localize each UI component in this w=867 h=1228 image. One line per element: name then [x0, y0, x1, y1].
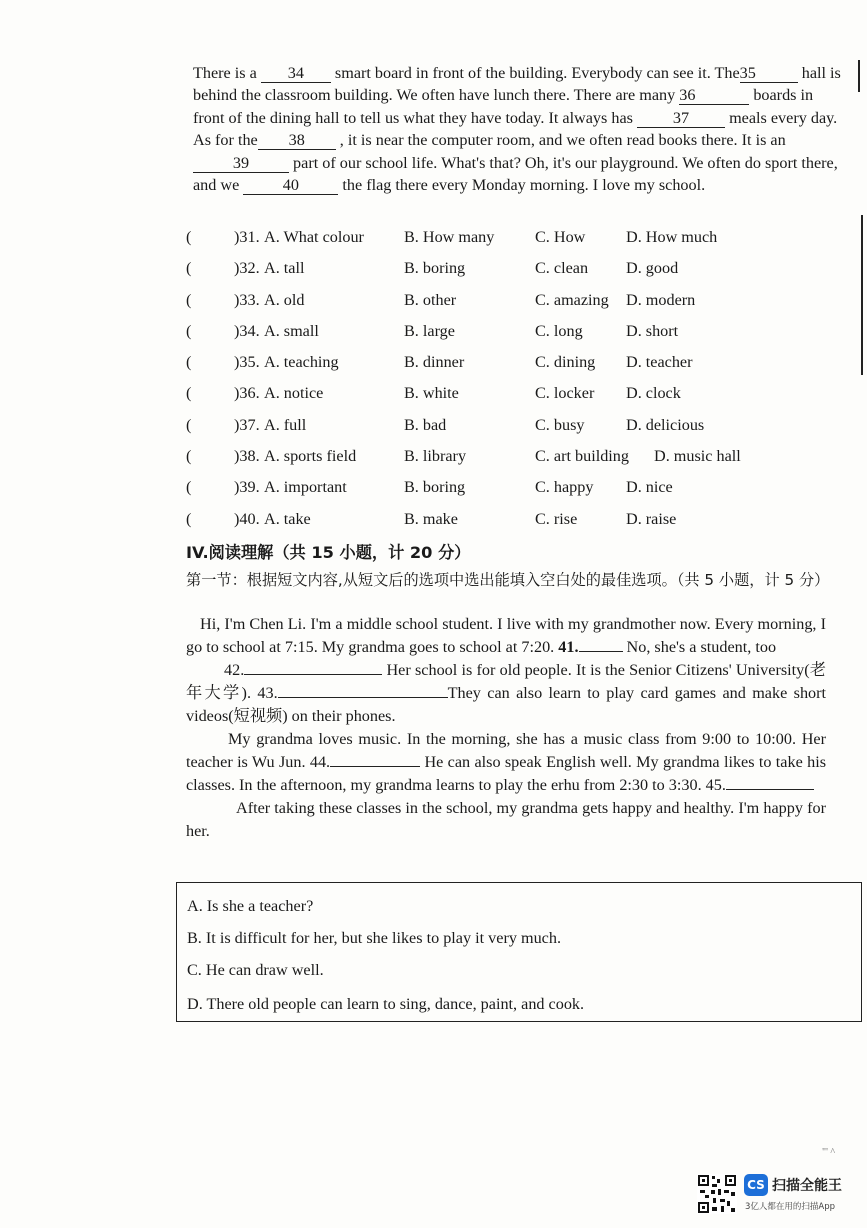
- cloze-text: hall is behind the classroom building. We often have lunch there. There are many: [193, 64, 841, 105]
- blank-35: 35: [740, 64, 798, 83]
- option-c: C. amazing: [535, 290, 609, 309]
- cloze-text: meals every day. As for the: [193, 108, 838, 150]
- option-b: B. white: [404, 384, 459, 403]
- cloze-text: the flag there every Monday morning. I love my school.: [342, 176, 706, 195]
- question-number: )31.: [234, 228, 260, 246]
- blank-44[interactable]: [330, 766, 420, 767]
- option-d: D. modern: [626, 290, 696, 309]
- option-c: C. art building: [535, 447, 629, 466]
- cloze-text: boards in front of the dining hall to tell us what they have today. It always has: [193, 86, 814, 127]
- blank-44-label: 44.: [309, 753, 331, 771]
- option-a: A. old: [264, 290, 305, 309]
- question-number: )36.: [234, 384, 260, 403]
- option-a: A. teaching: [264, 353, 339, 372]
- blank-42[interactable]: [244, 674, 382, 675]
- option-a: A. full: [264, 415, 307, 434]
- reading-passage: [186, 613, 826, 843]
- option-a: A. tall: [264, 259, 305, 278]
- reading-text: Hi, I'm Chen Li. I'm a middle school student. I live with my grandmother now. Every morning, I go to school at 7:15. My grandma goes to school at 7:20.: [186, 615, 826, 656]
- question-number: )40.: [234, 509, 260, 528]
- page-mark: "' ^: [822, 1147, 836, 1158]
- reading-text: My grandma loves music. In the morning, she has a music class from 9:00 to 10:00. Her teacher is Wu Jun.: [186, 730, 826, 771]
- option-b: B. large: [404, 321, 455, 340]
- option-d: D. clock: [626, 384, 681, 403]
- blank-42-label: 42.: [224, 661, 245, 679]
- option-d: D. delicious: [626, 415, 705, 434]
- cloze-text: part of our school life. What's that? Oh, it's our playground. We often do sport there, and we: [193, 153, 838, 195]
- reading-text: No, she's a student, too: [626, 638, 777, 656]
- reading-option-c: C. He can draw well.: [187, 961, 324, 979]
- blank-45-label: 45.: [705, 776, 726, 794]
- option-a: A. What colour: [264, 228, 364, 246]
- reading-text: After taking these classes in the school, my grandma gets happy and healthy. I'm happy for her.: [186, 799, 826, 840]
- option-c: C. How: [535, 228, 586, 246]
- blank-41-label: 41.: [558, 638, 579, 656]
- option-b: B. bad: [404, 415, 447, 434]
- option-d: D. How much: [626, 228, 718, 246]
- option-b: B. boring: [404, 478, 466, 497]
- cloze-text: smart board in front of the building. Everybody can see it. The: [334, 64, 740, 82]
- blank-45[interactable]: [726, 789, 814, 790]
- cloze-text: , it is near the computer room, and we often read books there. It is an: [339, 131, 786, 150]
- answer-paren[interactable]: (: [186, 415, 192, 434]
- answer-paren[interactable]: (: [186, 509, 192, 528]
- option-d: D. short: [626, 321, 679, 340]
- option-b: B. boring: [404, 259, 466, 278]
- edge-mark-top: [858, 60, 860, 92]
- blank-34: 34: [261, 64, 331, 83]
- option-b: B. make: [404, 509, 458, 528]
- reading-text: They can also learn to play card games and make short videos(短视频) on their phones.: [186, 684, 827, 725]
- answer-paren[interactable]: (: [186, 290, 192, 309]
- answer-paren[interactable]: (: [186, 321, 192, 340]
- section-instructions: 第一节：根据短文内容,从短文后的选项中选出能填入空白处的最佳选项。（共 5 小题，计 5 分）: [186, 571, 830, 589]
- option-c: C. busy: [535, 415, 585, 434]
- cloze-text: There is a: [193, 64, 257, 82]
- reading-text: He can also speak English well. My grandma likes to take his classes. In the afternoon, my grandma learns to play the erhu from 2:30 to 3:30.: [186, 753, 826, 794]
- option-a: A. small: [264, 321, 319, 340]
- option-b: B. dinner: [404, 353, 465, 372]
- option-b: B. other: [404, 290, 457, 309]
- brand-name: 扫描全能王: [772, 1178, 842, 1194]
- reading-option-a: A. Is she a teacher?: [187, 897, 314, 915]
- question-number: )34.: [234, 321, 260, 340]
- edge-mark-mid: [861, 215, 863, 375]
- blank-43-label: 43.: [257, 684, 278, 702]
- option-d: D. music hall: [654, 447, 741, 466]
- blank-41[interactable]: [579, 651, 623, 652]
- option-c: C. dining: [535, 353, 596, 372]
- option-a: A. sports field: [264, 447, 357, 466]
- option-b: B. How many: [404, 228, 495, 246]
- blank-40: 40: [243, 176, 338, 195]
- question-number: )37.: [234, 415, 260, 434]
- answer-paren[interactable]: (: [186, 478, 192, 497]
- option-a: A. notice: [264, 384, 324, 403]
- answer-paren[interactable]: (: [186, 259, 192, 278]
- options-box: [176, 882, 862, 1022]
- blank-38: 38: [258, 131, 336, 150]
- answer-paren[interactable]: (: [186, 384, 192, 403]
- option-d: D. teacher: [626, 353, 693, 372]
- question-number: )33.: [234, 290, 260, 309]
- blank-43[interactable]: [278, 697, 448, 698]
- option-c: C. clean: [535, 259, 589, 278]
- answer-paren[interactable]: (: [186, 228, 192, 246]
- blank-39: 39: [193, 154, 289, 173]
- option-b: B. library: [404, 447, 467, 466]
- option-c: C. rise: [535, 509, 578, 528]
- answer-paren[interactable]: (: [186, 447, 192, 466]
- option-d: D. good: [626, 259, 679, 278]
- cloze-passage: [193, 62, 843, 196]
- question-number: )32.: [234, 259, 260, 278]
- reading-option-b: B. It is difficult for her, but she likes to play it very much.: [187, 929, 561, 947]
- brand-tagline: 3亿人都在用的扫描App: [745, 1202, 836, 1212]
- option-c: C. happy: [535, 478, 594, 497]
- option-a: A. take: [264, 509, 311, 528]
- reading-text: Her school is for old people. It is the Senior Citizens' University(老年大学).: [186, 661, 826, 702]
- blank-36: 36: [679, 86, 749, 105]
- question-number: )38.: [234, 447, 260, 466]
- qr-code-icon: [697, 1174, 737, 1214]
- section-title: IV.阅读理解（共 15 小题，计 20 分）: [186, 543, 471, 562]
- blank-37: 37: [637, 109, 725, 128]
- answer-paren[interactable]: (: [186, 353, 192, 372]
- option-d: D. nice: [626, 478, 673, 497]
- option-d: D. raise: [626, 509, 677, 528]
- option-a: A. important: [264, 478, 347, 497]
- option-c: C. long: [535, 321, 583, 340]
- question-number: )39.: [234, 478, 260, 497]
- question-number: )35.: [234, 353, 260, 372]
- reading-option-d: D. There old people can learn to sing, dance, paint, and cook.: [187, 995, 585, 1013]
- camscanner-logo: CS: [744, 1174, 768, 1196]
- option-c: C. locker: [535, 384, 595, 403]
